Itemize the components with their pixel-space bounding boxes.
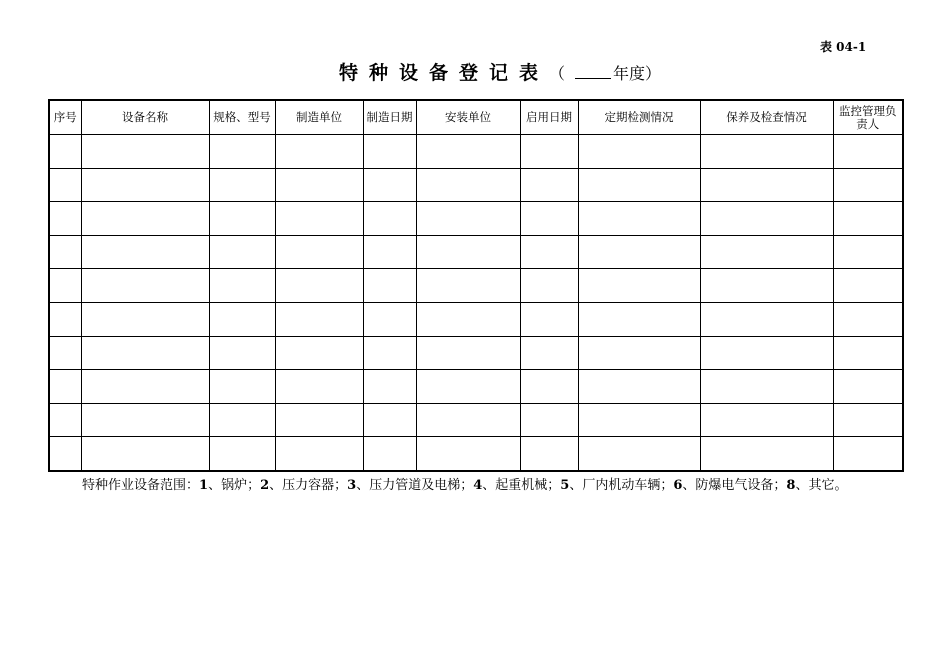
table-cell[interactable] bbox=[81, 202, 209, 236]
table-cell[interactable] bbox=[520, 202, 578, 236]
table-cell[interactable] bbox=[49, 202, 81, 236]
title-year-suffix: 年度） bbox=[613, 64, 662, 83]
table-cell[interactable] bbox=[49, 370, 81, 404]
table-cell[interactable] bbox=[520, 269, 578, 303]
table-cell[interactable] bbox=[578, 168, 700, 202]
year-blank-line bbox=[575, 64, 611, 79]
scope-item-number: 3 bbox=[347, 478, 357, 493]
table-row bbox=[49, 370, 903, 404]
scope-item-text: 、其它。 bbox=[795, 478, 848, 493]
scope-item-text: 、厂内机动车辆； bbox=[569, 478, 674, 493]
table-row bbox=[49, 168, 903, 202]
table-cell[interactable] bbox=[209, 302, 275, 336]
table-cell[interactable] bbox=[81, 235, 209, 269]
table-cell[interactable] bbox=[81, 336, 209, 370]
table-cell[interactable] bbox=[700, 403, 833, 437]
table-cell[interactable] bbox=[81, 302, 209, 336]
table-cell[interactable] bbox=[700, 135, 833, 169]
table-cell[interactable] bbox=[700, 235, 833, 269]
table-cell[interactable] bbox=[209, 269, 275, 303]
table-body bbox=[49, 135, 903, 472]
table-cell[interactable] bbox=[833, 269, 903, 303]
table-cell[interactable] bbox=[209, 202, 275, 236]
header-manufacture-date: 制造日期 bbox=[363, 100, 416, 135]
table-cell[interactable] bbox=[416, 336, 520, 370]
table-cell[interactable] bbox=[700, 269, 833, 303]
table-cell[interactable] bbox=[363, 336, 416, 370]
scope-item-number: 1 bbox=[199, 478, 209, 493]
table-row bbox=[49, 302, 903, 336]
table-cell[interactable] bbox=[833, 370, 903, 404]
table-cell[interactable] bbox=[275, 437, 363, 471]
table-cell[interactable] bbox=[700, 336, 833, 370]
table-cell[interactable] bbox=[209, 403, 275, 437]
table-cell[interactable] bbox=[700, 437, 833, 471]
table-row bbox=[49, 135, 903, 169]
table-row bbox=[49, 269, 903, 303]
table-cell[interactable] bbox=[416, 269, 520, 303]
table-cell[interactable] bbox=[833, 168, 903, 202]
table-cell[interactable] bbox=[700, 168, 833, 202]
table-row bbox=[49, 235, 903, 269]
scope-item-text: 、起重机械； bbox=[482, 478, 561, 493]
table-cell[interactable] bbox=[363, 202, 416, 236]
table-cell[interactable] bbox=[275, 235, 363, 269]
header-periodic-inspection: 定期检测情况 bbox=[578, 100, 700, 135]
scope-item-number: 8 bbox=[786, 478, 796, 493]
table-cell[interactable] bbox=[209, 437, 275, 471]
header-spec-model: 规格、型号 bbox=[209, 100, 275, 135]
table-cell[interactable] bbox=[209, 168, 275, 202]
equipment-scope-note bbox=[82, 478, 847, 494]
table-cell[interactable] bbox=[520, 403, 578, 437]
table-cell[interactable] bbox=[416, 403, 520, 437]
header-responsible-person: 监控管理负责人 bbox=[833, 100, 903, 135]
table-cell[interactable] bbox=[363, 269, 416, 303]
table-cell[interactable] bbox=[363, 437, 416, 471]
table-cell[interactable] bbox=[520, 370, 578, 404]
table-cell[interactable] bbox=[578, 370, 700, 404]
scope-note-prefix: 特种作业设备范围： bbox=[82, 478, 200, 493]
scope-item-number: 5 bbox=[560, 478, 570, 493]
table-cell[interactable] bbox=[416, 437, 520, 471]
scope-item-text: 、压力容器； bbox=[269, 478, 348, 493]
table-cell[interactable] bbox=[49, 403, 81, 437]
table-cell[interactable] bbox=[49, 168, 81, 202]
table-cell[interactable] bbox=[520, 302, 578, 336]
table-cell[interactable] bbox=[578, 403, 700, 437]
title-main: 特种设备登记表 bbox=[338, 62, 549, 84]
table-cell[interactable] bbox=[578, 135, 700, 169]
table-cell[interactable] bbox=[275, 336, 363, 370]
table-cell[interactable] bbox=[81, 168, 209, 202]
table-cell[interactable] bbox=[578, 202, 700, 236]
table-cell[interactable] bbox=[363, 403, 416, 437]
table-cell[interactable] bbox=[416, 235, 520, 269]
table-cell[interactable] bbox=[416, 202, 520, 236]
scope-item-number: 4 bbox=[473, 478, 483, 493]
table-cell[interactable] bbox=[833, 437, 903, 471]
scope-item-text: 、压力管道及电梯； bbox=[356, 478, 474, 493]
table-cell[interactable] bbox=[520, 168, 578, 202]
table-cell[interactable] bbox=[49, 437, 81, 471]
table-cell[interactable] bbox=[81, 269, 209, 303]
scope-item-number: 6 bbox=[673, 478, 683, 493]
table-cell[interactable] bbox=[363, 168, 416, 202]
scope-item-text: 、防爆电气设备； bbox=[682, 478, 787, 493]
table-row bbox=[49, 437, 903, 471]
table-cell[interactable] bbox=[520, 336, 578, 370]
table-cell[interactable] bbox=[81, 437, 209, 471]
table-cell[interactable] bbox=[416, 302, 520, 336]
table-cell[interactable] bbox=[81, 135, 209, 169]
table-cell[interactable] bbox=[275, 269, 363, 303]
table-cell[interactable] bbox=[833, 302, 903, 336]
table-cell[interactable] bbox=[209, 135, 275, 169]
table-cell[interactable] bbox=[209, 235, 275, 269]
table-row bbox=[49, 202, 903, 236]
table-cell[interactable] bbox=[275, 168, 363, 202]
table-cell[interactable] bbox=[833, 135, 903, 169]
table-cell[interactable] bbox=[49, 269, 81, 303]
table-cell[interactable] bbox=[520, 437, 578, 471]
table-cell[interactable] bbox=[81, 370, 209, 404]
table-cell[interactable] bbox=[700, 370, 833, 404]
table-row bbox=[49, 336, 903, 370]
table-cell[interactable] bbox=[363, 302, 416, 336]
table-cell[interactable] bbox=[578, 302, 700, 336]
table-cell[interactable] bbox=[49, 336, 81, 370]
table-header-row bbox=[49, 100, 903, 135]
header-start-date: 启用日期 bbox=[520, 100, 578, 135]
table-cell[interactable] bbox=[81, 403, 209, 437]
table-cell[interactable] bbox=[833, 235, 903, 269]
table-cell[interactable] bbox=[275, 135, 363, 169]
table-cell[interactable] bbox=[416, 168, 520, 202]
header-installer: 安装单位 bbox=[416, 100, 520, 135]
scope-item-number: 2 bbox=[260, 478, 270, 493]
header-serial-no: 序号 bbox=[49, 100, 81, 135]
table-cell[interactable] bbox=[578, 437, 700, 471]
table-cell[interactable] bbox=[49, 302, 81, 336]
table-cell[interactable] bbox=[209, 336, 275, 370]
table-cell[interactable] bbox=[578, 336, 700, 370]
table-cell[interactable] bbox=[275, 403, 363, 437]
form-number: 表 04-1 bbox=[820, 40, 867, 54]
table-cell[interactable] bbox=[209, 370, 275, 404]
page-title bbox=[300, 60, 700, 87]
table-cell[interactable] bbox=[363, 370, 416, 404]
table-cell[interactable] bbox=[49, 235, 81, 269]
table-cell[interactable] bbox=[833, 336, 903, 370]
table-cell[interactable] bbox=[275, 202, 363, 236]
title-open-paren: （ bbox=[548, 64, 565, 83]
table-cell[interactable] bbox=[520, 135, 578, 169]
table-cell[interactable] bbox=[700, 202, 833, 236]
table-cell[interactable] bbox=[363, 135, 416, 169]
table-cell[interactable] bbox=[700, 302, 833, 336]
table-cell[interactable] bbox=[275, 370, 363, 404]
table-row bbox=[49, 403, 903, 437]
header-equipment-name: 设备名称 bbox=[81, 100, 209, 135]
table-cell[interactable] bbox=[833, 202, 903, 236]
table-cell[interactable] bbox=[49, 135, 81, 169]
table-cell[interactable] bbox=[833, 403, 903, 437]
table-cell[interactable] bbox=[578, 235, 700, 269]
header-manufacturer: 制造单位 bbox=[275, 100, 363, 135]
table-cell[interactable] bbox=[416, 135, 520, 169]
table-cell[interactable] bbox=[275, 302, 363, 336]
table-cell[interactable] bbox=[416, 370, 520, 404]
equipment-register-table bbox=[48, 99, 904, 472]
table-cell[interactable] bbox=[363, 235, 416, 269]
scope-item-text: 、锅炉； bbox=[208, 478, 261, 493]
header-maintenance-check: 保养及检查情况 bbox=[700, 100, 833, 135]
table-cell[interactable] bbox=[578, 269, 700, 303]
table-cell[interactable] bbox=[520, 235, 578, 269]
